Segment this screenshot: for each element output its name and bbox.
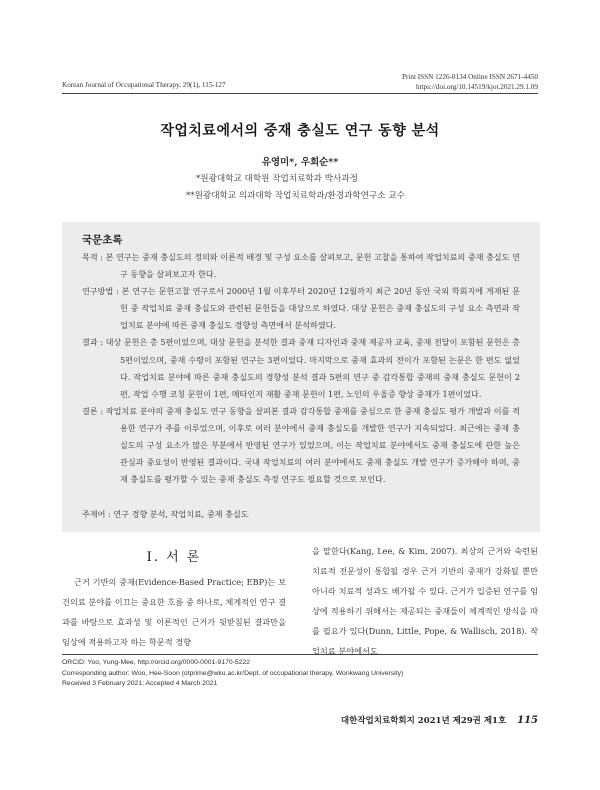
journal-citation: Korean Journal of Occupational Therapy, 29(1), 115-127 bbox=[62, 81, 226, 89]
affiliation-2: **원광대학교 의과대학 작업치료학과/환경과학연구소 교수 bbox=[186, 191, 405, 201]
footnote-orcid: ORCID: Yoo, Yung-Mee, http://orcid.org/0000-0001-9170-5222 bbox=[62, 659, 251, 666]
issn: Print ISSN 1226-0134 Online ISSN 2671-4450 bbox=[402, 73, 538, 81]
doi-link[interactable]: https://doi.org/10.14519/kjot.2021.29.1.09 bbox=[415, 83, 538, 91]
page-footer bbox=[341, 714, 538, 726]
footnote-received: Received 3 February 2021; Accepted 4 March 2021 bbox=[62, 680, 218, 687]
paper-title: 작업치료에서의 중재 충실도 연구 동향 분석 bbox=[160, 123, 440, 139]
footnote-divider bbox=[62, 654, 538, 655]
abstract-methods: 연구방법 : 본 연구는 문헌고찰 연구로서 2000년 1월 이후부터 2020년 12월까지 최근 20년 동안 국외 학회지에 게재된 문헌 중 작업치료 중재 충실도와 관련된 문헌들을 대상으로 하였다. 대상 문헌은 중재 충실도의 구성 요소 측면과 작업치료 분야에 따른 중재 충실도 경향성 측면에서 분석하였다. bbox=[82, 286, 520, 331]
abstract-purpose: 목적 : 본 연구는 중재 충실도의 정의와 이론적 배경 및 구성 요소를 살펴보고, 문헌 고찰을 통하여 작업치료의 중재 충실도 연구 동향을 살펴보고자 한다. bbox=[82, 252, 520, 280]
abstract-body bbox=[82, 249, 520, 488]
header-divider bbox=[62, 93, 538, 94]
authors: 유영미*, 우희순** bbox=[261, 157, 339, 168]
abstract-results: 결과 : 대상 문헌은 총 5편이었으며, 대상 문헌을 분석한 결과 중재 디자인과 중재 제공자 교육, 중재 전달이 포함된 문헌은 총 5편이었으며, 중재 수령이 포함된 연구는 3편이었다. 마지막으로 중재 효과의 전이가 포함된 논문은 한 편도 없었다. 작업치료 분야에 따른 중재 충실도의 경향성 분석 결과 5편의 연구 중 감각통합 중재의 중재 충실도 문헌이 2편, 작업 수행 코칭 문헌이 1편, 메타인지 재활 중재 문헌이 1편, 노인의 우울증 향상 중재가 1편이었다. bbox=[82, 337, 520, 399]
body-column-left bbox=[62, 572, 286, 652]
page-number: 115 bbox=[517, 715, 538, 726]
intro-paragraph-left: 근거 기반의 중재(Evidence-Based Practice; EBP)는 보건의료 분야를 이끄는 중요한 흐름 중 하나로, 체계적인 연구 결과를 바탕으로 효과성 및 이론적인 근거가 뒷받침된 결과만을 임상에 적용하고자 하는 학문적 경향 bbox=[62, 577, 286, 647]
body-column-right bbox=[312, 541, 538, 661]
section-title: Ⅰ. 서 론 bbox=[146, 550, 202, 565]
footnotes bbox=[62, 658, 538, 690]
abstract-conclusion: 결론 : 작업치료 분야의 중재 충실도 연구 동향을 살펴본 결과 감각통합 중재를 중심으로 한 중재 충실도 평가 개발과 이를 적용한 연구가 주를 이루었으며, 이후로 여러 분야에서 중재 충실도를 개발한 연구가 지속되었다. 최근에는 중재 충실도의 구성 요소가 많은 부분에서 반영된 연구가 있었으며, 이는 작업치료 분야에서도 중재 충실도에 관한 높은 관심과 중요성이 반영된 결과이다. 국내 작업치료의 여러 분야에서도 중재 충실도 개발 연구가 증가해야 하며, 중재 충실도를 평가할 수 있는 중재 충실도 측정 연구도 필요할 것으로 보인다. bbox=[82, 405, 520, 485]
affiliation-1: *원광대학교 대학원 작업치료학과 박사과정 bbox=[196, 174, 358, 184]
footnote-corresponding: Corresponding author: Woo, Hee-Soon (otprime@wku.ac.kr/Dept. of occupational therapy, Wonkwang University) bbox=[62, 669, 404, 677]
footer-journal: 대한작업치료학회지 2021년 제29권 제1호 bbox=[340, 716, 507, 726]
abstract-heading: 국문초록 bbox=[82, 234, 123, 246]
intro-paragraph-right: 을 말한다(Kang, Lee, & Kim, 2007). 최상의 근거와 숙련된 치료적 전문성이 통합될 경우 근거 기반의 중재가 강화될 뿐만 아니라 치료적 성과도 배가될 수 있다. 근거가 입증된 연구를 임상에 적용하기 위해서는 제공되는 중재들이 체계적인 방식을 따를 필요가 있다(Dunn, Little, Pope, & Wallisch, 2018). 작업치료 분야에서도 bbox=[312, 546, 538, 656]
keywords: 주제어 : 연구 경향 분석, 작업치료, 중재 충실도 bbox=[82, 509, 249, 519]
issn-doi-block bbox=[402, 72, 538, 92]
